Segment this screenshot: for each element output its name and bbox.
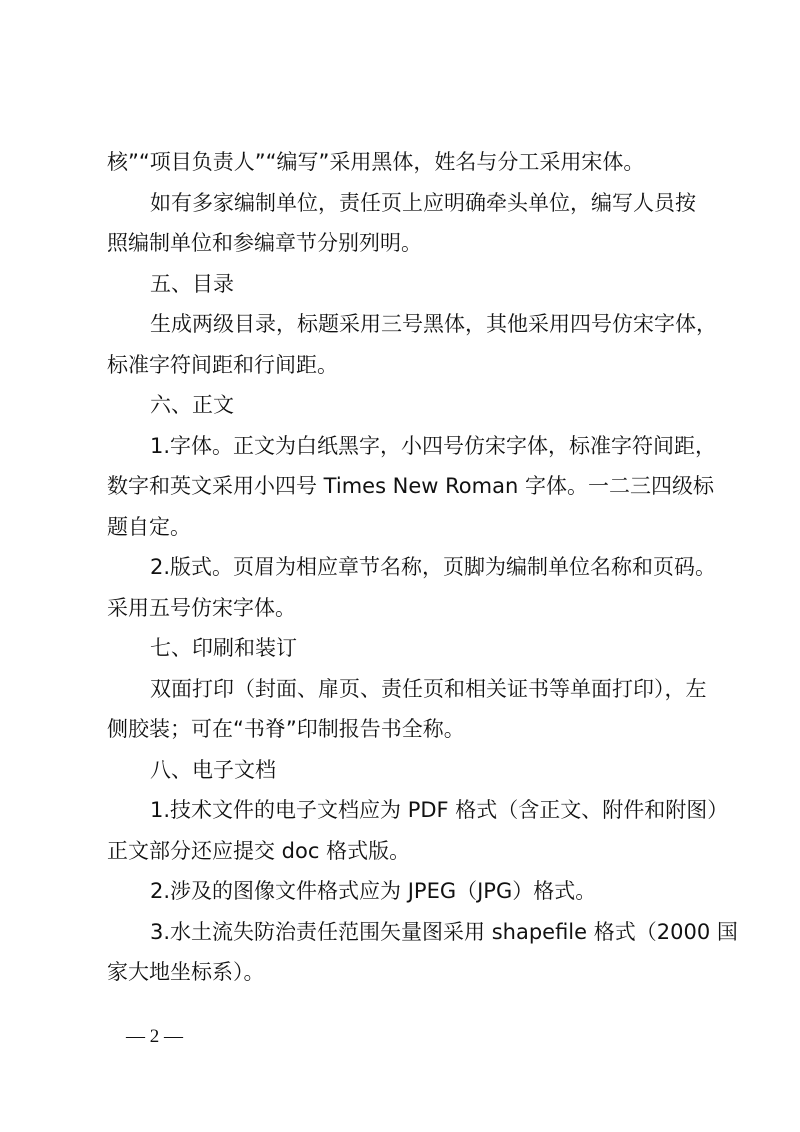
section-heading-5: 五、目录 [150, 271, 234, 296]
text-line: 如有多家编制单位，责任页上应明确牵头单位，编写人员按 [150, 190, 696, 215]
text-line: 题自定。 [107, 514, 191, 539]
text-line: 2.涉及的图像文件格式应为 JPEG（JPG）格式。 [150, 879, 597, 903]
page-number: — 2 — [126, 1026, 183, 1047]
text-line: 1.技术文件的电子文档应为 PDF 格式（含正文、附件和附图） [150, 798, 729, 822]
text-line: 侧胶装；可在“书脊”印制报告书全称。 [107, 717, 465, 741]
body-text [107, 142, 738, 993]
section-heading-7: 七、印刷和装订 [150, 636, 297, 660]
text-line: 2.版式。页眉为相应章节名称，页脚为编制单位名称和页码。 [150, 555, 717, 579]
text-line: 照编制单位和参编章节分别列明。 [107, 231, 422, 255]
text-line: 生成两级目录，标题采用三号黑体，其他采用四号仿宋字体， [150, 312, 717, 336]
section-heading-8: 八、电子文档 [150, 757, 276, 782]
text-line: 双面打印（封面、扉页、责任页和相关证书等单面打印），左 [150, 676, 707, 701]
text-line: 采用五号仿宋字体。 [107, 595, 296, 620]
text-line: 正文部分还应提交 doc 格式版。 [107, 838, 411, 863]
text-line: 标准字符间距和行间距。 [107, 352, 338, 377]
text-line: 3.水土流失防治责任范围矢量图采用 shapefile 格式（2000 国 [150, 919, 738, 944]
text-line: 核”“项目负责人”“编写”采用黑体，姓名与分工采用宋体。 [107, 150, 645, 174]
text-line: 1.字体。正文为白纸黑字，小四号仿宋字体，标准字符间距， [150, 433, 717, 458]
text-line: 数字和英文采用小四号 Times New Roman 字体。一二三四级标 [107, 474, 714, 498]
text-line: 家大地坐标系）。 [107, 960, 265, 984]
section-heading-6: 六、正文 [150, 393, 234, 417]
